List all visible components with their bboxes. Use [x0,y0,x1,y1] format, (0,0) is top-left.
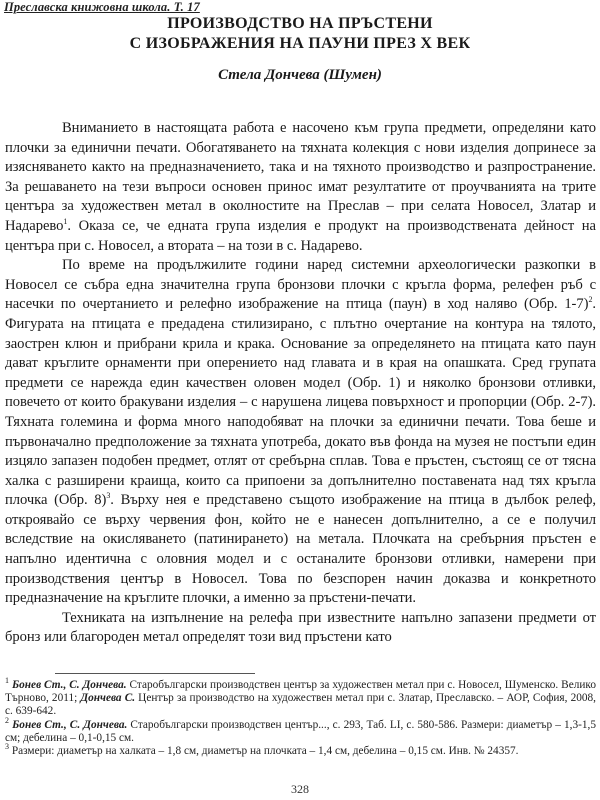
paragraph-text: . Върху нея е представено същото изображение на птица в дълбок релеф, откроявайо се върху червения фон, който не е нанесен допълнително, а се е получил вследствие на окисляването (патинирането) на метала. Плочката на сребърния пръстен е напълно идентична с оловния модел и с останалите бронзови отливки, намерени при производствения център в Новосел. Това по безспорен начин доказва и конкретното предназначение на кръглите плочки, а именно за пръстени-печати. [5,492,596,607]
title-line-2: С ИЗОБРАЖЕНИЯ НА ПАУНИ ПРЕЗ Х ВЕК [129,35,471,52]
paragraph-3 [5,609,596,648]
footnote-author: Дончева С. [80,692,136,705]
footnote-number: 3 [5,742,9,752]
footnote-text: Старобългарски производствен център..., с. 293, Таб. LI, с. 580-586. Размери: диаметър – 1,3-1,5 см; дебелина – 0,1-0,15 см. [5,718,596,744]
title-line-1: ПРОИЗВОДСТВО НА ПРЪСТЕНИ [167,15,433,32]
footnotes [5,676,596,758]
footnote-2 [5,715,596,745]
paragraph-text: Вниманието в настоящата работа е насочено към група предмети, определяни като плочки за единични печати. Обогатяването на тяхната колекция с нови изделия допринесе за изясняването както на предназначението, така и на тяхното производство и разпространение. За решаването на тези въпроси основен принос имат резултатите от проучванията на трите центъра за художествен метал в околностите на Преслав – при селата Новосел, Златар и Надарево [5,120,596,234]
footnote-ref-1[interactable]: 1 [63,217,68,227]
article-body [5,119,596,648]
footnote-author: Бонев Ст., С. Дончева. [12,718,128,731]
footnote-ref-2[interactable]: 2 [588,295,593,305]
footnote-text: Старобългарски производствен център за художествен метал при с. Новосел, Шуменско. Велико Търново, 2011; [5,679,596,705]
paragraph-text: По време на продължилите години наред системни археологически разкопки в Новосел се събра една значителна група бронзови плочки с кръгла форма, релефен ръб с насечки по очертанието и релефно изображение на птица (паун) в ход наляво (Обр. 1-7) [5,257,596,313]
running-head: Преславска книжовна школа. Т. 17 [4,0,200,14]
paragraph-1 [5,119,596,256]
page-number: 328 [291,782,309,796]
article-title [0,14,600,54]
footnote-3 [5,742,596,758]
paragraph-text: . Фигурата на птицата е предадена стилизирано, с плътно очертание на контура на тялото, заострен клюн и прибрани крила и крака. Основание за определянето на птицата като паун дават кръглите орнаменти при оперението над главата и в края на опашката. Сред групата предмети се нарежда един качествен оловен модел (Обр. 1) и няколко бронзови отливки, повечето от които бракувани изделия – с нарушена лицева повърхност и пропорции (Обр. 2-7). Тяхната големина и форма много наподобяват на плочки за единични печати. Това беше и първоначално предположение за тяхната употреба, докато във фонда на музея не постъпи един изцяло запазен подобен предмет, отлят от сребърна сплав. Това е пръстен, състоящ се от тясна халка с разширени краища, които са припоени за допълнително поставената над тях кръгла плочка (Обр. 8) [5,296,596,509]
footnote-number: 2 [5,715,9,725]
paragraph-text: . Оказа се, че едната група изделия е продукт на производствената дейност на центъра при с. Новосел, а втората – на този в с. Надарево. [5,217,596,254]
footnote-separator [55,673,255,674]
article-author: Стела Дончева (Шумен) [218,67,382,83]
paragraph-2 [5,256,596,609]
paragraph-text: Техниката на изпълнение на релефа при известните напълно запазени предмети от бронз или благороден метал определят този вид пръстени като [5,609,596,646]
footnote-number: 1 [5,676,9,686]
footnote-author: Бонев Ст., С. Дончева. [11,679,127,691]
footnote-ref-3[interactable]: 3 [106,491,111,501]
footnote-1 [5,676,596,719]
footnote-text: Център за производство на художествен метал при с. Златар, Преславско. – АОР, София, 2008, с. 639-642. [5,692,596,718]
footnote-text: Размери: диаметър на халката – 1,8 см, диаметър на плочката – 1,4 см, дебелина – 0,15 см. Инв. № 24357. [9,745,519,758]
